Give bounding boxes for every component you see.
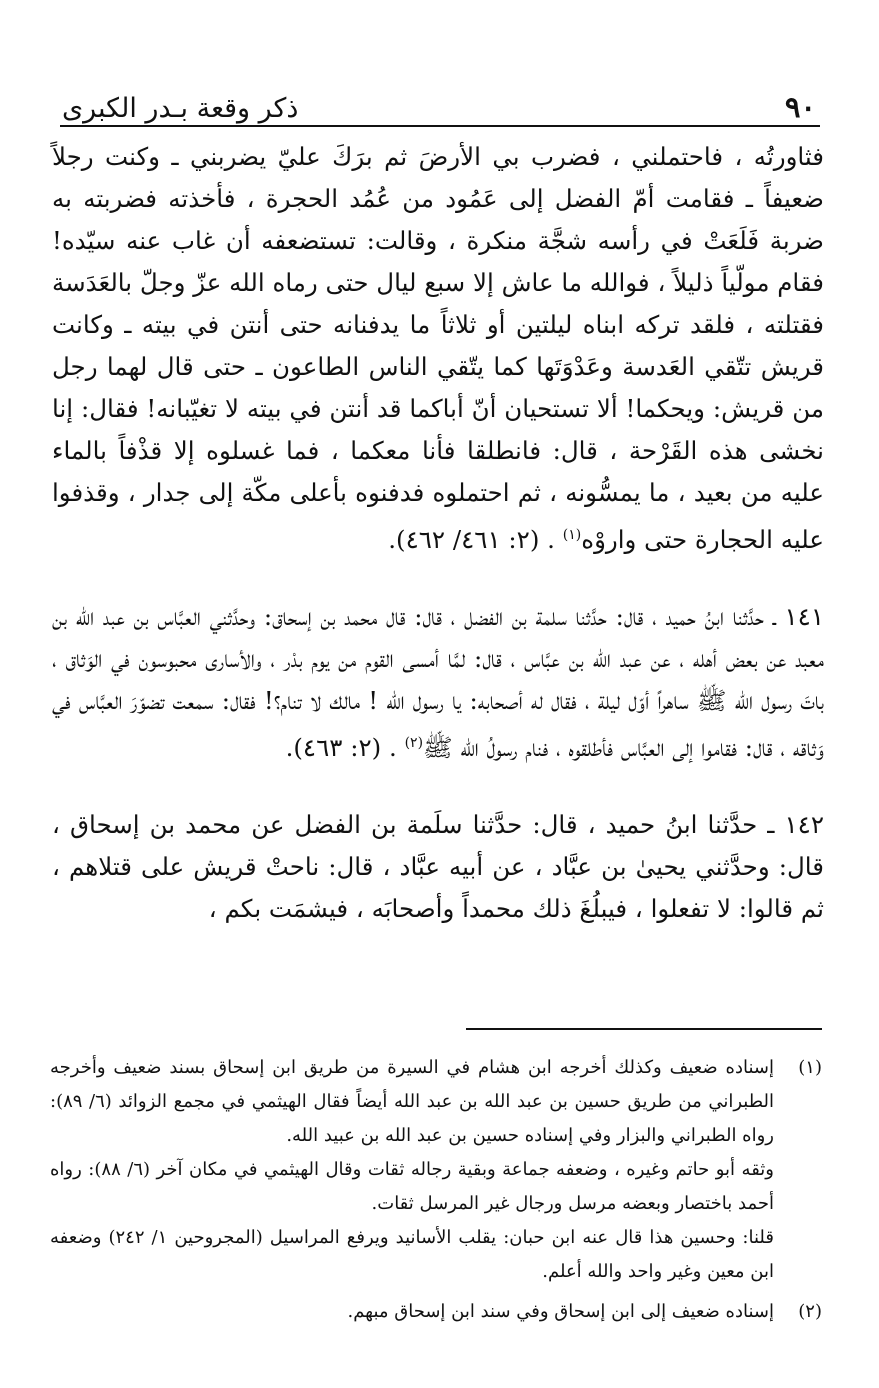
paragraph-141: [52, 596, 824, 769]
paragraph-141-citation: . (٢: ٤٦٣).: [285, 733, 397, 763]
footnote-1-line-3: قلنا: وحسين هذا قال عنه ابن حبان: يقلب الأسانيد ويرفع المراسيل (المجروحين ١/ ٢٤٢) وضعفه ابن معين وغير واحد والله أعلم.: [50, 1227, 774, 1282]
page-number: ٩٠: [784, 90, 816, 124]
paragraph-1-text: فثاورتُه ، فاحتملني ، فضرب بي الأرضَ ثم برَكَ عليّ يضربني ـ وكنت رجلاً ضعيفاً ـ فقامت أمّ الفضل إلى عَمُود من عُمُد الحجرة ، فأخذته فضربته به ضربة فَلَعَتْ في رأسه شجَّة منكرة ، وقالت: تستضعفه أن غاب عنه سيّده! فقام مولّياً ذليلاً ، فوالله ما عاش إلا سبع ليال حتى رماه الله عزّ وجلّ بالعَدَسة فقتلته ، فلقد تركه ابناه ليلتين أو ثلاثاً ما يدفنانه حتى أنتن في بيته ـ وكانت قريش تتّقي العَدسة وعَدْوَتَها كما يتّقي الناس الطاعون ـ حتى قال لهما رجل من قريش: ويحكما! ألا تستحيان أنّ أباكما قد أنتن في بيته لا تغيّبانه! فقال: إنا نخشى هذه القَرْحة ، قال: فانطلقا فأنا معكما ، فما غسلوه إلا قذْفاً بالماء عليه من بعيد ، ما يمسُّونه ، ثم احتملوه فدفنوه بأعلى مكّة إلى جدار ، وقذفوا عليه الحجارة حتى واروْه: [52, 142, 824, 555]
footnote-2-mark: (٢): [798, 1301, 822, 1322]
running-title: ذكر وقعة بـدر الكبرى: [62, 93, 299, 124]
main-text: [52, 136, 824, 930]
footnotes: [50, 1051, 822, 1335]
page-header: [62, 78, 816, 124]
paragraph-1: [52, 136, 824, 561]
footnote-1: [50, 1051, 822, 1289]
paragraph-141-text: ١٤١ ـ حدَّثنا ابنُ حميد ، قال: حدَّثنا سلمة بن الفضل ، قال: قال محمد بن إسحاق: وحدَّثني العبَّاس بن عبد الله بن معبد عن بعض أهله ، عن عبد الله بن عبَّاس ، قال: لمَّا أمسى القوم من يوم بدْر ، والأسارى محبوسون في الوَثاق ، باتَ رسول الله ﷺ ساهراً أوّل ليلة ، فقال له أصحابه: يا رسول الله ! مالك لا تنام؟! فقال: سمعت تضوّرَ العبَّاس في وَثاقه ، قال: فقاموا إلى العبَّاس فأطلقوه ، فنام رسولُ الله ﷺ: [52, 602, 824, 763]
footnote-2-body: [50, 1295, 774, 1329]
footnote-2-line-1: إسناده ضعيف إلى ابن إسحاق وفي سند ابن إسحاق مبهم.: [347, 1301, 774, 1322]
footnote-1-line-1: إسناده ضعيف وكذلك أخرجه ابن هشام في السيرة من طريق ابن إسحاق بسند ضعيف وأخرجه الطبراني من طريق حسين بن عبد الله بن عبد الله أيضاً فقال الهيثمي في مجمع الزوائد (٦/ ٨٩): رواه الطبراني والبزار وفي إسناده حسين بن عبد الله بن عبيد الله.: [50, 1057, 774, 1146]
footnote-2: [50, 1295, 822, 1329]
paragraph-1-citation: . (٢: ٤٦١/ ٤٦٢).: [388, 525, 555, 555]
footnote-1-mark: (١): [798, 1057, 822, 1078]
footnote-1-line-2: وثقه أبو حاتم وغيره ، وضعفه جماعة وبقية رجاله ثقات وقال الهيثمي في مكان آخر (٦/ ٨٨): رواه أحمد باختصار وبعضه مرسل ورجال غير المرسل ثقات.: [50, 1159, 774, 1214]
paragraph-142-text: ١٤٢ ـ حدَّثنا ابنُ حميد ، قال: حدَّثنا سلَمة بن الفضل عن محمد بن إسحاق ، قال: وحدَّثني يحيىٰ بن عبَّاد ، عن أبيه عبَّاد ، قال: ناحتْ قريش على قتلاهم ، ثم قالوا: لا تفعلوا ، فيبلُغَ ذلك محمداً وأصحابَه ، فيشمَت بكم ،: [52, 810, 824, 924]
paragraph-142: [52, 804, 824, 930]
header-rule: [60, 125, 820, 127]
footnote-ref-1: (١): [562, 527, 582, 543]
footnote-1-body: [50, 1051, 774, 1289]
footnote-separator: [466, 1028, 822, 1030]
footnote-ref-2: (٢): [404, 735, 424, 752]
